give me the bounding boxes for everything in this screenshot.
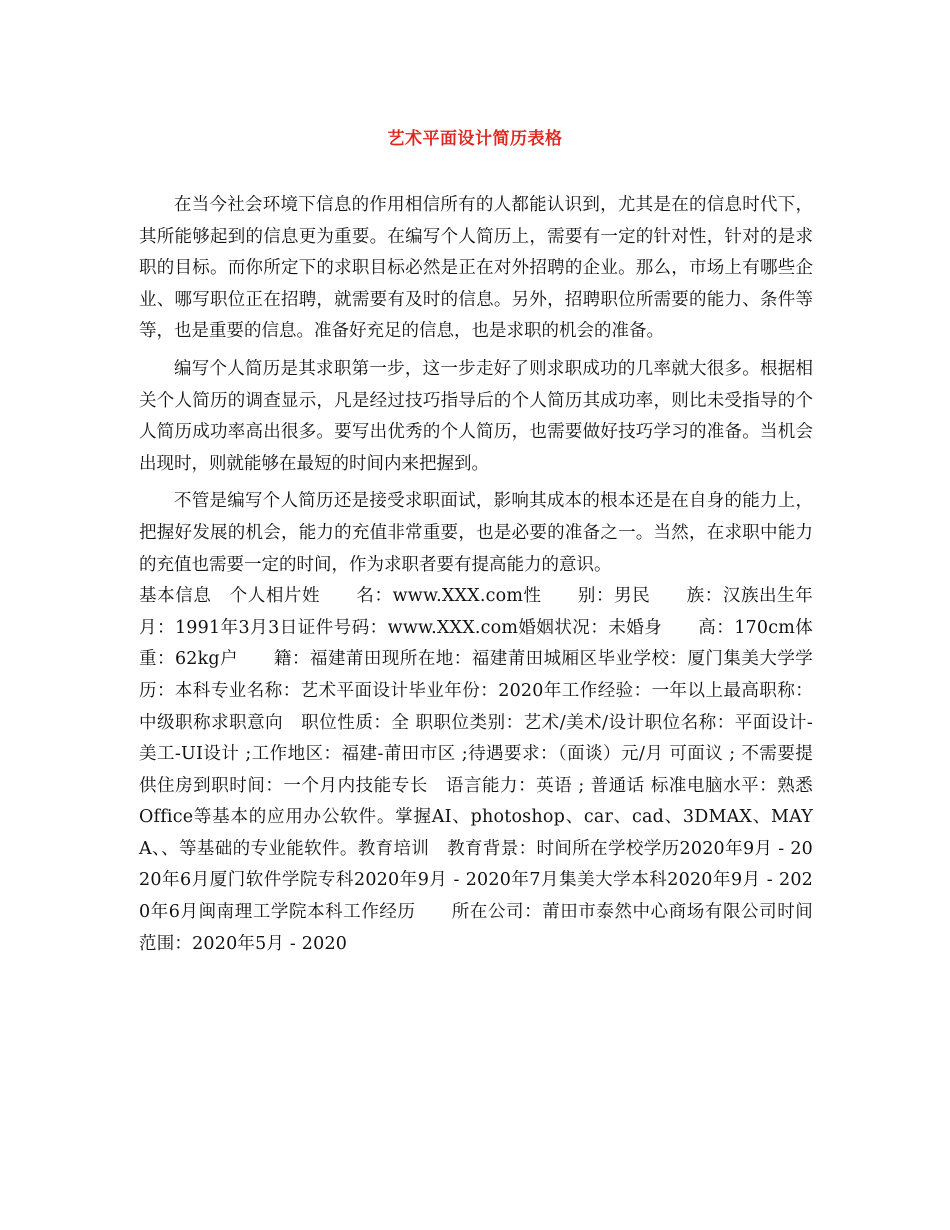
resume-info-block: 基本信息 个人相片姓 名：www.XXX.com性 别：男民 族：汉族出生年月：1991年3月3日证件号码：www.XXX.com婚姻状况：未婚身 高：170cm体重：62kg户 籍：福建莆田现所在地：福建莆田城厢区毕业学校：厦门集美大学学 历：本科专业名称：艺术平面设计毕业年份：2020年工作经验：一年以上最高职称：中级职称求职意向 职位性质：全 职职位类别：艺术/美术/设计职位名称：平面设计-美工-UI设计 ;工作地区：福建-莆田市区 ;待遇要求：（面谈）元/月 可面议 ; 不需要提供住房到职时间：一个月内技能专长 语言能力：英语 ; 普通话 标准电脑水平：熟悉Office等基本的应用办公软件。掌握AI、photoshop、car、cad、3DMAX、MAYA、、等基础的专业能软件。教育培训 教育背景：时间所在学校学历2020年9月 - 2020年6月厦门软件学院专科2020年9月 - 2020年7月集美大学本科2020年9月 - 2020年6月闽南理工学院本科工作经历 所在公司：莆田市泰然中心商场有限公司时间范围：2020年5月 - 2020	[139, 586, 849, 954]
intro-paragraph-1: 在当今社会环境下信息的作用相信所有的人都能认识到，尤其是在的信息时代下，其所能够起到的信息更为重要。在编写个人简历上，需要有一定的针对性，针对的是求职的目标。而你所定下的求职目标必然是正在对外招聘的企业。那么，市场上有哪些企业、哪写职位正在招聘，就需要有及时的信息。另外，招聘职位所需要的能力、条件等等，也是重要的信息。准备好充足的信息，也是求职的机会的准备。	[139, 195, 813, 342]
document-title: 艺术平面设计简历表格	[387, 129, 563, 149]
document-body	[139, 190, 849, 960]
intro-paragraph-2: 编写个人简历是其求职第一步，这一步走好了则求职成功的几率就大很多。根据相关个人简历的调查显示，凡是经过技巧指导后的个人简历其成功率，则比未受指导的个人简历成功率高出很多。要写出优秀的个人简历，也需要做好技巧学习的准备。当机会出现时，则就能够在最短的时间内来把握到。	[139, 358, 813, 474]
intro-paragraph-3: 不管是编写个人简历还是接受求职面试，影响其成本的根本还是在自身的能力上，把握好发展的机会，能力的充值非常重要，也是必要的准备之一。当然，在求职中能力的充值也需要一定的时间，作为求职者要有提高能力的意识。	[139, 491, 813, 575]
